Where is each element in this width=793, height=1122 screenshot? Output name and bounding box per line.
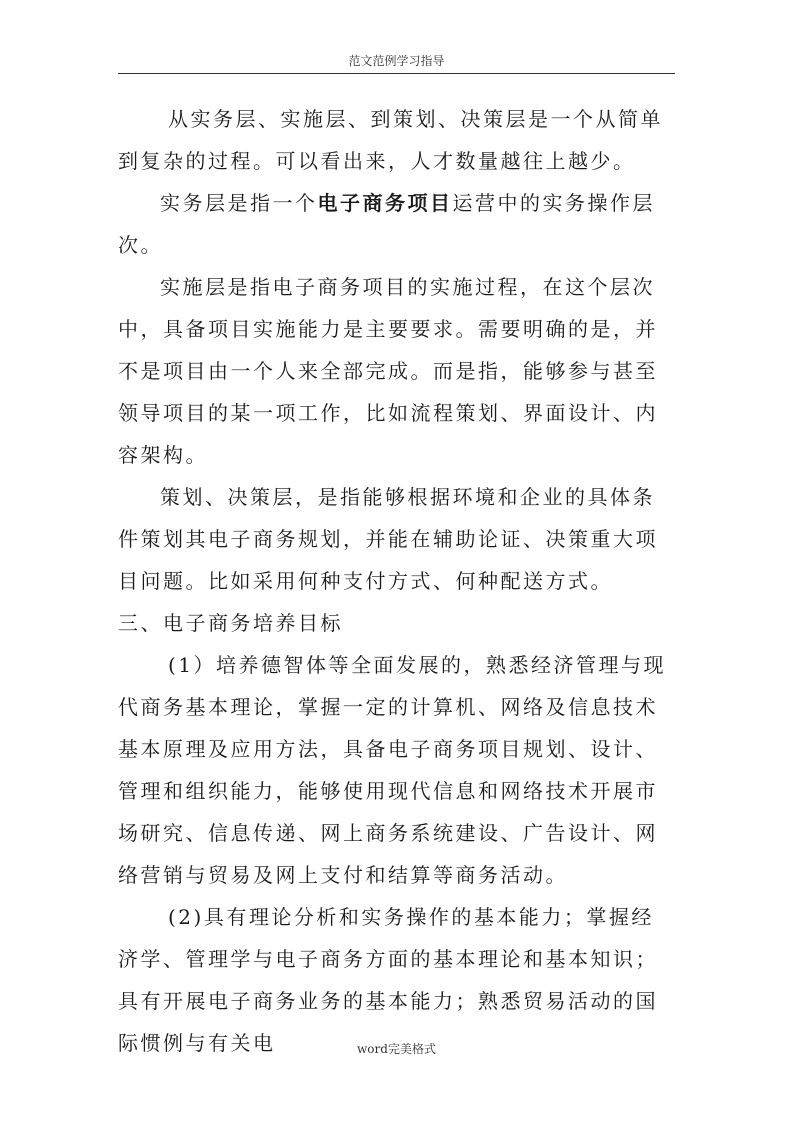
page-header: 范文范例学习指导	[348, 54, 445, 68]
bold-term: 电子商务项目	[317, 191, 453, 215]
paragraph-1: 从实务层、实施层、到策划、决策层是一个从简单到复杂的过程。可以看出来，人才数量越往上越少。	[118, 107, 663, 173]
page-footer: word完美格式	[357, 1042, 436, 1056]
paragraph-2	[118, 182, 675, 266]
header-rule	[118, 73, 675, 74]
paragraph-2-rest: 运营中的实务操作层次。	[118, 191, 655, 257]
document-body	[118, 98, 675, 1064]
paragraph-2-text: 实务层是指一个	[160, 191, 318, 215]
section-heading: 三、电子商务培养目标	[118, 611, 343, 635]
paragraph-6: (2)具有理论分析和实务操作的基本能力；掌握经济学、管理学与电子商务方面的基本理论和基本知识；具有开展电子商务业务的基本能力；熟悉贸易活动的国际惯例与有关电	[118, 905, 658, 1055]
paragraph-5: (1）培养德智体等全面发展的，熟悉经济管理与现代商务基本理论，掌握一定的计算机、网络及信息技术基本原理及应用方法，具备电子商务项目规划、设计、管理和组织能力，能够使用现代信息和网络技术开展市场研究、信息传递、网上商务系统建设、广告设计、网络营销与贸易及网上支付和结算等商务活动。	[118, 653, 667, 887]
paragraph-4: 策划、决策层，是指能够根据环境和企业的具体条件策划其电子商务规划，并能在辅助论证、决策重大项目问题。比如采用何种支付方式、何种配送方式。	[118, 485, 658, 593]
paragraph-3: 实施层是指电子商务项目的实施过程，在这个层次中，具备项目实施能力是主要要求。需要明确的是，并不是项目由一个人来全部完成。而是指，能够参与甚至领导项目的某一项工作，比如流程策划、界面设计、内容架构。	[118, 275, 658, 467]
